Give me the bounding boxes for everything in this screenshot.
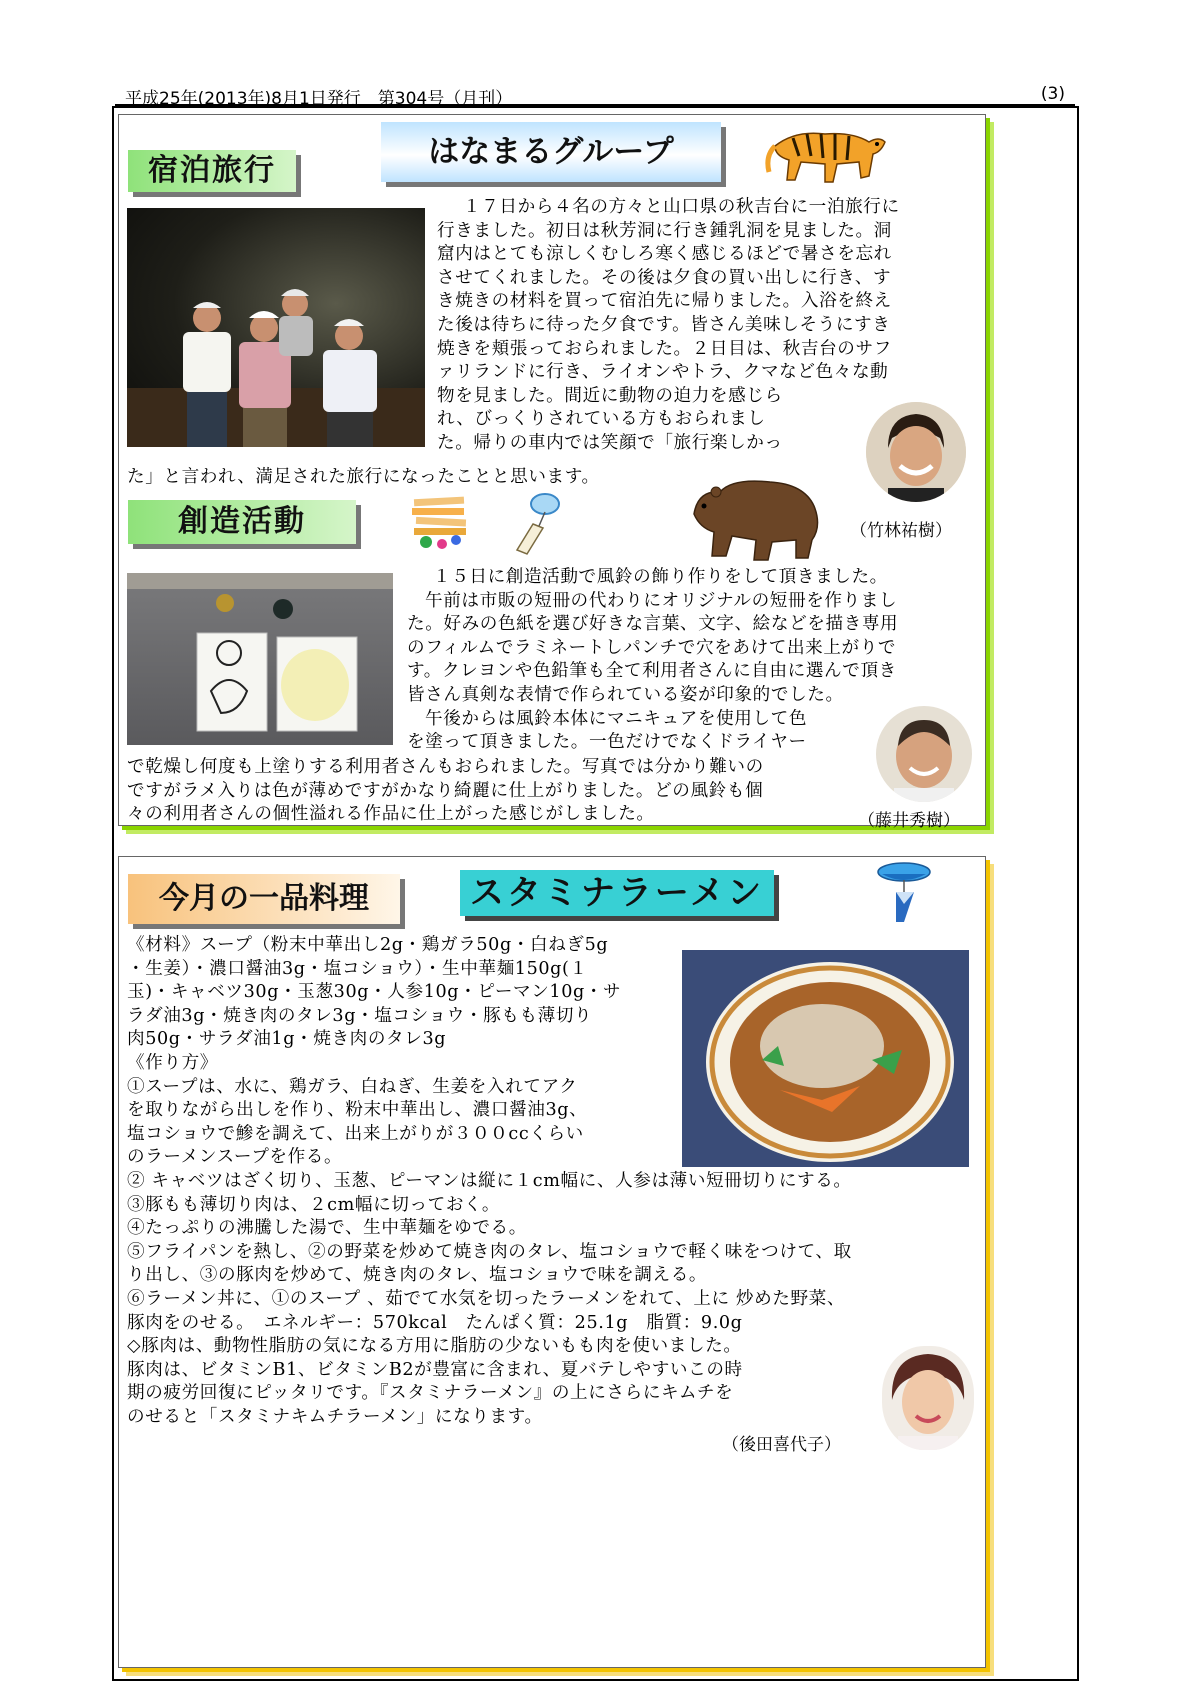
text-line: 玉)・キャベツ30g・玉葱30g・人参10g・ピーマン10g・サ [127, 982, 622, 1003]
author-portrait-ushiroda [882, 1346, 974, 1450]
craft-tag: 創造活動 [128, 500, 356, 544]
text-line: ですがラメ入りは色が薄めですがかなり綺麗に仕上がりました。どの風鈴も個 [127, 780, 764, 801]
text-line: 塩コショウで鯵を調えて、出来上がりが３００ccくらい [127, 1123, 584, 1144]
text-line: ⑤フライパンを熱し、②の野菜を炒めて焼き肉のタレ、塩コショウで軽く味をつけて、取 [127, 1241, 852, 1262]
craft-photo [127, 573, 393, 745]
text-line: のせると「スタミナキムチラーメン」になります。 [127, 1406, 543, 1427]
text-line: た。好みの色紙を選び好きな言葉、文字、絵などを描き専用 [407, 614, 899, 635]
recipe-author: （後田喜代子） [722, 1435, 841, 1455]
recipe-title: スタミナラーメン [460, 870, 774, 916]
text-line: た。帰りの車内では笑顔で「旅行楽しかっ [437, 432, 783, 453]
text-line: ④たっぷりの沸騰した湯で、生中華麺をゆでる。 [127, 1218, 527, 1239]
page-number: (3) [1040, 84, 1065, 104]
text-line: す。クレヨンや色鉛筆も全て利用者さんに自由に選んで頂き [407, 661, 897, 682]
text-line: １５日に創造活動で風鈴の飾り作りをして頂きました。 [433, 567, 888, 587]
issue-info: 平成25年(2013年)8月1日発行 第304号（月刊） [125, 89, 513, 109]
text-line: を塗って頂きました。一色だけでなくドライヤー [407, 732, 807, 753]
tanzaku-icon [408, 494, 472, 556]
text-line: ② キャベツはざく切り、玉葱、ピーマンは縦に１cm幅に、人参は薄い短冊切りにする。 [127, 1171, 852, 1191]
text-line: き焼きの材料を買って宿泊先に帰りました。入浴を終え [437, 291, 892, 312]
text-line: 午前は市販の短冊の代わりにオリジナルの短冊を作りまし [425, 590, 898, 611]
text-line: 午後からは風鈴本体にマニキュアを使用して色 [425, 708, 808, 729]
author-portrait-fujii [876, 706, 972, 802]
travel-photo [127, 208, 425, 447]
text-line: ◇豚肉は、動物性脂肪の気になる方用に脂肪の少ないもも肉を使いました。 [127, 1336, 742, 1357]
ramen-photo [682, 950, 969, 1167]
text-line: れ、びっくりされている方もおられまし [437, 409, 766, 430]
wind-chime-icon [874, 860, 934, 924]
text-line: させてくれました。その後は夕食の買い出しに行き、す [437, 267, 892, 288]
group-title: はなまるグループ [381, 122, 721, 182]
travel-author: （竹林祐樹） [850, 521, 952, 541]
text-line: １７日から４名の方々と山口県の秋吉台に一泊旅行に [463, 197, 900, 217]
text-line: ①スープは、水に、鶏ガラ、白ねぎ、生姜を入れてアク [127, 1076, 578, 1097]
text-line: 《材料》スープ（粉末中華出し2g・鶏ガラ50g・白ねぎ5g [127, 935, 609, 955]
text-line: 豚肉は、ビタミンB1、ビタミンB2が豊富に含まれ、夏バテしやすいこの時 [127, 1359, 743, 1380]
text-line: 皆さん真剣な表情で作られている姿が印象的でした。 [407, 684, 844, 705]
text-line: 窟内はとても涼しくむしろ寒く感じるほどで暑さを忘れ [437, 244, 892, 265]
travel-last-line: た」と言われ、満足された旅行になったことと思います。 [127, 467, 600, 487]
recipe-tag: 今月の一品料理 [128, 874, 400, 924]
text-line: ③豚もも薄切り肉は、２cm幅に切っておく。 [127, 1194, 501, 1215]
text-line: 期の疲労回復にピッタリです。『スタミナラーメン』の上にさらにキムチを [127, 1383, 734, 1404]
text-line: ⑥ラーメン丼に、①のスープ 、茹でて水気を切ったラーメンをれて、上に 炒めた野菜、 [127, 1288, 846, 1309]
travel-body [437, 196, 900, 456]
text-line: のラーメンスープを作る。 [127, 1147, 343, 1168]
bear-icon [680, 470, 830, 562]
text-line: 《作り方》 [127, 1052, 218, 1073]
text-line: た後は待ちに待った夕食です。皆さん美味しそうにすき [437, 314, 891, 335]
page-header [115, 84, 1075, 109]
text-line: ラダ油3g・焼き肉のタレ3g・塩コショウ・豚もも薄切り [127, 1005, 593, 1026]
text-line: で乾燥し何度も上塗りする利用者さんもおられました。写真では分かり難いの [127, 757, 764, 777]
text-line: ・生姜）・濃口醤油3g・塩コショウ）・生中華麺150g(１ [127, 958, 588, 979]
text-line: を取りながら出しを作り、粉末中華出し、濃口醤油3g、 [127, 1100, 588, 1121]
text-line: のフィルムでラミネートしパンチで穴をあけて出来上がりで [407, 637, 897, 658]
text-line: 肉50g・サラダ油1g・焼き肉のタレ3g [127, 1029, 447, 1050]
text-line: 物を見ました。間近に動物の迫力を感じら [437, 385, 783, 406]
wind-chime-icon [509, 492, 563, 556]
recipe-body-top [127, 934, 621, 1170]
craft-body-wide [127, 756, 764, 827]
text-line: り出し、③の豚肉を炒めて、焼き肉のタレ、塩コショウで味を調える。 [127, 1265, 708, 1286]
text-line: 行きました。初日は秋芳洞に行き鍾乳洞を見ました。洞 [437, 220, 892, 241]
craft-author: （藤井秀樹） [858, 811, 960, 831]
text-line: ァリランドに行き、ライオンやトラ、クマなど色々な動 [437, 362, 889, 383]
text-line: 々の利用者さんの個性溢れる作品に仕上がった感じがしました。 [127, 804, 655, 825]
tiger-icon [765, 116, 889, 192]
recipe-body-bottom [127, 1170, 852, 1430]
text-line: 豚肉をのせる。 エネルギー：570kcal たんぱく質：25.1g 脂質：9.0g [127, 1312, 743, 1333]
text-line: 焼きを頬張っておられました。２日目は、秋吉台のサフ [437, 338, 892, 359]
craft-body [407, 566, 898, 755]
travel-tag: 宿泊旅行 [128, 150, 296, 192]
author-portrait-takebayashi [866, 402, 966, 502]
